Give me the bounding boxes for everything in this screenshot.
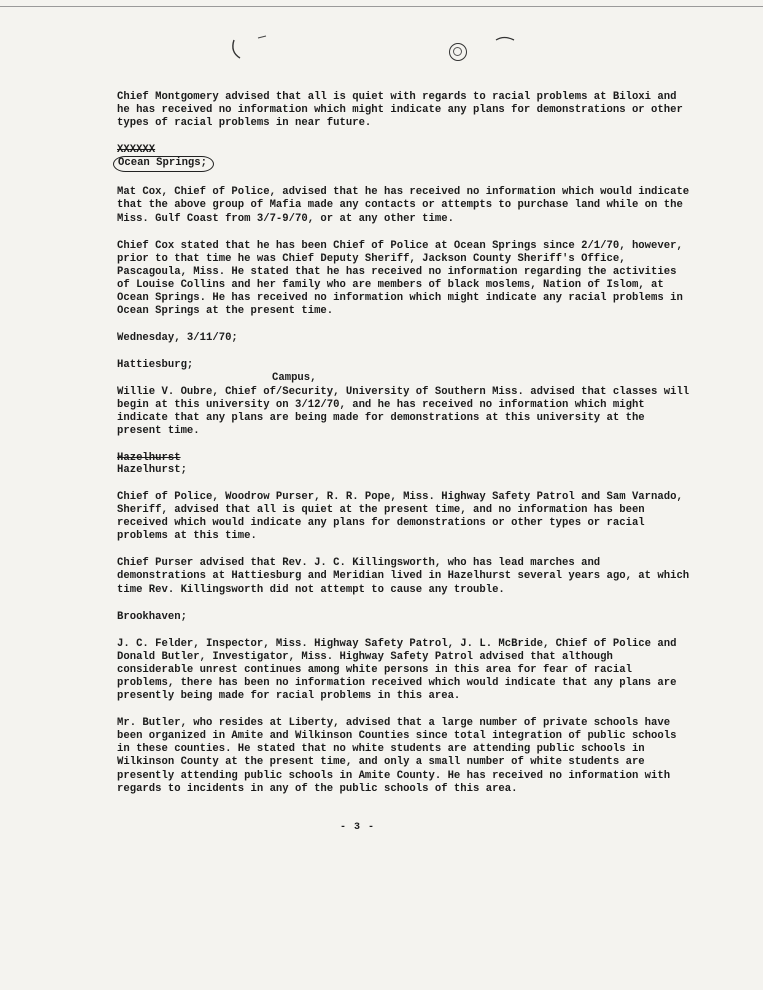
page-number: - 3 - bbox=[340, 822, 376, 833]
pen-mark-icon bbox=[494, 34, 518, 44]
paragraph: J. C. Felder, Inspector, Miss. Highway Safety Patrol, J. L. McBride, Chief of Police and Donald Butler, Investigator, Miss. Highway Safety Patrol advised that although considerable unrest continues among white persons in this area for fear of racial problems, there has been no information received which would indicate that any plans are presently being made for racial problems in this area. bbox=[117, 637, 683, 703]
pen-mark-icon bbox=[228, 34, 288, 64]
struck-heading: XXXXXX bbox=[117, 144, 156, 157]
document-body bbox=[117, 91, 696, 810]
handwritten-insert: Campus, bbox=[272, 372, 317, 385]
paragraph: Chief Montgomery advised that all is quiet with regards to racial problems at Biloxi and he has received no information which might indicate any plans for demonstrations or other types of racial problems in near future. bbox=[117, 91, 690, 130]
paragraph: Willie V. Oubre, Chief of/Security, University of Southern Miss. advised that classes will begin at this university on 3/12/70, and he has received no information which might indicate that any plans are being made for demonstrations at this university at the present time. bbox=[117, 385, 696, 437]
section-heading-hattiesburg: Hattiesburg; bbox=[117, 359, 194, 372]
paragraph: Mr. Butler, who resides at Liberty, advised that a large number of private schools have been organized in Amite and Wilkinson Counties since total integration of public schools in these counties. He stated that no white students are attending public schools in Wilkinson County at the present time, and only a small number of white students are presently attending public schools in Amite County. He has received no information with regards to incidents in any of the public schools of this area. bbox=[117, 717, 683, 795]
section-heading-brookhaven: Brookhaven; bbox=[117, 610, 187, 623]
paragraph: Chief Cox stated that he has been Chief of Police at Ocean Springs since 2/1/70, however, prior to that time he was Chief Deputy Sheriff, Jackson County Sheriff's Office, Pascagoula, Miss. He stated that he has received no information regarding the activities of Louise Collins and her family who are members of black moslems, Nation of Islom, at Ocean Springs. He has received no information which might indicate any racial problems in Ocean Springs at the present time. bbox=[117, 239, 690, 318]
date-heading: Wednesday, 3/11/70; bbox=[117, 332, 238, 345]
struck-heading: Hazelhurst bbox=[117, 451, 181, 464]
page-top-edge bbox=[0, 6, 763, 7]
section-heading-ocean-springs bbox=[117, 144, 692, 172]
punch-hole-mark bbox=[449, 43, 467, 61]
paragraph: Mat Cox, Chief of Police, advised that he has received no information which would indicate that the above group of Mafia made any contacts or attempts to purchase land while on the Miss. Gulf Coast from 3/7-9/70, or at any other time. bbox=[117, 186, 696, 225]
heading-text: Hazelhurst; bbox=[117, 463, 187, 476]
paragraph: Chief of Police, Woodrow Purser, R. R. Pope, Miss. Highway Safety Patrol and Sam Varnado, Sheriff, advised that all is quiet at the present time, and no information has been received which would indicate any plans for demonstrations or other types or racial problems at this time. bbox=[117, 490, 690, 543]
circled-heading: Ocean Springs; bbox=[113, 156, 214, 172]
section-heading-hazelhurst bbox=[117, 452, 692, 477]
paragraph: Chief Purser advised that Rev. J. C. Killingsworth, who has lead marches and demonstrations at Hattiesburg and Meridian lived in Hazelhurst several years ago, at which time Rev. Killingsworth did not attempt to cause any trouble. bbox=[117, 557, 696, 596]
